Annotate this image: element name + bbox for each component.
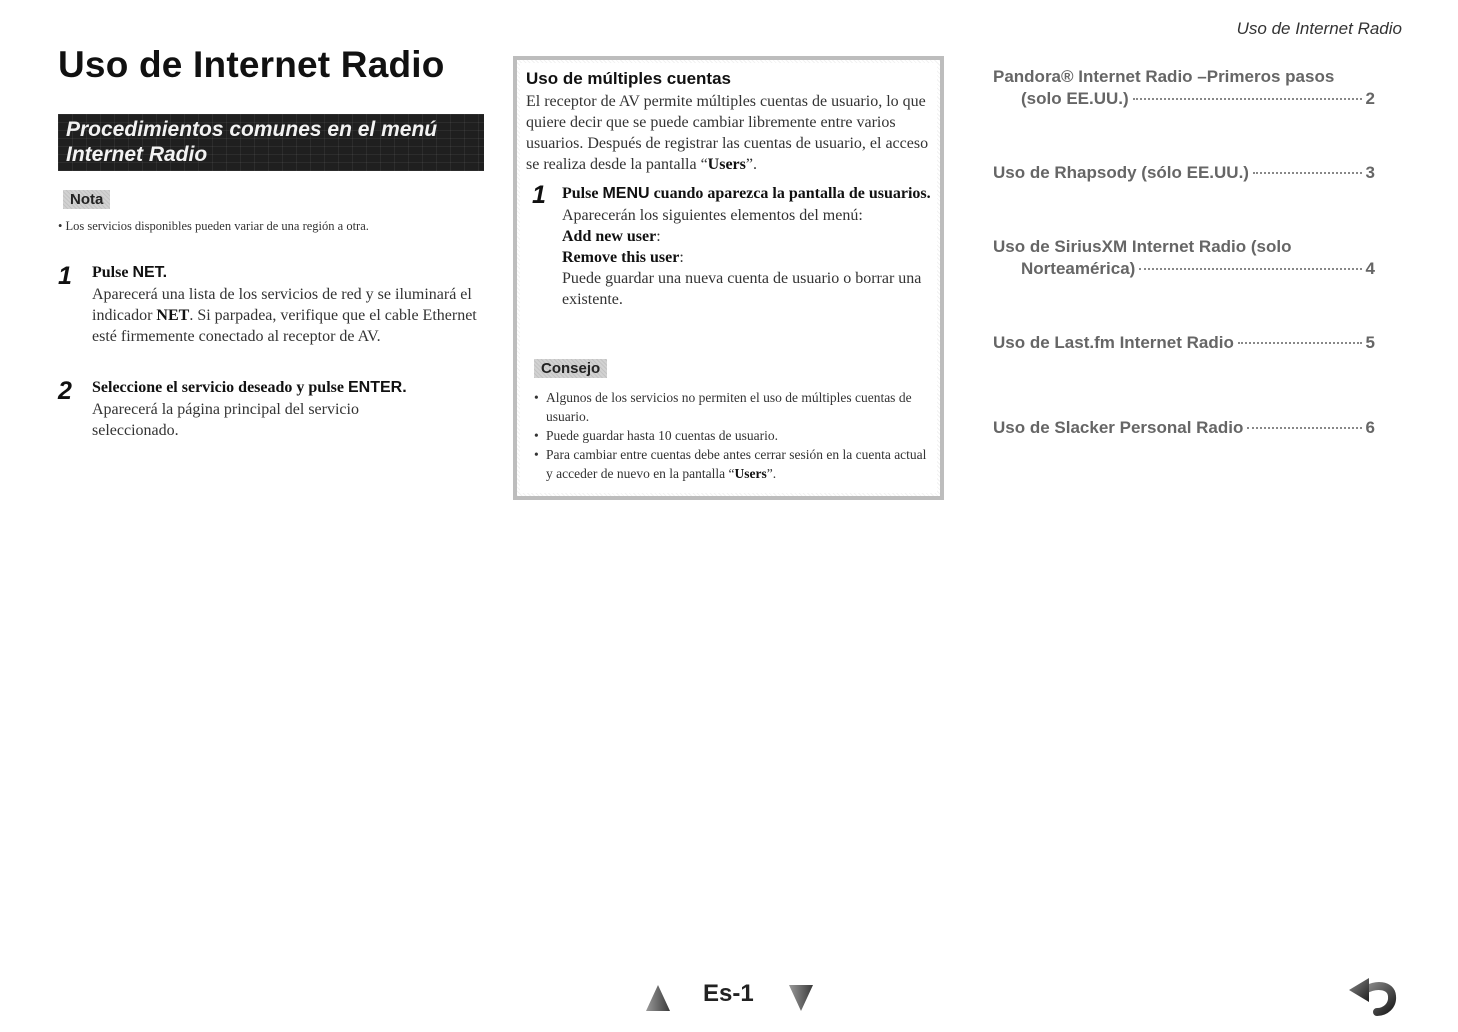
running-header: Uso de Internet Radio: [1236, 19, 1402, 38]
toc-entry-title: Uso de Slacker Personal Radio: [993, 418, 1244, 437]
toc-link-slacker[interactable]: [993, 417, 1375, 439]
box-intro: [526, 91, 931, 175]
step-number: 2: [58, 377, 72, 405]
multiple-accounts-box: [513, 56, 944, 500]
toc-line: [993, 258, 1375, 280]
toc-leader: [1253, 172, 1362, 174]
toc-link-rhapsody[interactable]: [993, 162, 1375, 184]
step-key-inline: NET: [156, 307, 190, 324]
menu-item-name: Remove this user: [562, 249, 680, 266]
box-step-1: [526, 183, 931, 343]
tip-list: [534, 388, 931, 483]
step-text: Aparecerá la página principal del servicio seleccionado.: [92, 401, 359, 439]
toc-link-lastfm[interactable]: [993, 332, 1375, 354]
page-navigation: [640, 978, 820, 1018]
toc-line: [993, 417, 1375, 439]
step-text: [92, 284, 480, 347]
note-label: Nota: [63, 190, 110, 209]
toc-entry-title: Uso de Rhapsody (sólo EE.UU.): [993, 163, 1249, 182]
step-title-text: Pulse: [92, 264, 133, 281]
section-banner-line: Internet Radio: [66, 143, 208, 166]
toc-entry-title: (solo EE.UU.): [1021, 89, 1129, 108]
menu-item-name: Add new user: [562, 228, 657, 245]
triangle-up-icon[interactable]: [645, 984, 671, 1017]
toc-page-number: 6: [1365, 418, 1375, 437]
tip-key: Users: [734, 466, 767, 481]
step-text-part: Aparecerá una lista de los servicios de red y se iluminará el indicador: [92, 286, 472, 324]
toc-page-number: 3: [1365, 163, 1375, 182]
note-text: • Los servicios disponibles pueden variar de una región a otra.: [58, 219, 369, 233]
step-title: [92, 262, 480, 284]
step-title: [562, 183, 932, 205]
step-key: NET.: [132, 264, 168, 281]
step-key: ENTER.: [347, 379, 407, 396]
step-body: [92, 262, 480, 347]
box-intro-text: El receptor de AV permite múltiples cuentas de usuario, lo que quiere decir que se puede cambiar libremente entre varios usuarios. Después de registrar las cuentas de usuario, el acceso se realiza desde la pantalla “: [526, 93, 929, 173]
section-banner-line: Procedimientos comunes en el menú: [66, 118, 438, 141]
step-title-text: Pulse: [562, 185, 603, 202]
step-text: Puede guardar una nueva cuenta de usuario o borrar una existente.: [562, 270, 922, 308]
menu-item: [562, 247, 932, 268]
page-title: Uso de Internet Radio: [58, 44, 445, 85]
toc-line: [993, 162, 1375, 184]
step-text-part: . Si parpadea, verifique que el cable Ethernet esté firmemente conectado al receptor de AV.: [92, 307, 477, 345]
step-title: [92, 377, 480, 399]
tip-text: Para cambiar entre cuentas debe antes cerrar sesión en la cuenta actual y acceder de nuevo en la pantalla “: [546, 447, 927, 481]
toc-line: [993, 236, 1375, 258]
toc-leader: [1247, 427, 1361, 429]
step-body: [562, 183, 932, 310]
step-number: 1: [532, 181, 546, 209]
toc-page-number: 2: [1365, 89, 1375, 108]
return-arrow-icon[interactable]: [1347, 972, 1399, 1021]
tip-item: • Algunos de los servicios no permiten el uso de múltiples cuentas de usuario.: [534, 388, 931, 426]
menu-item-colon: :: [656, 228, 661, 245]
toc-link-pandora[interactable]: [993, 66, 1375, 110]
toc-leader: [1238, 342, 1362, 344]
multiple-accounts-box-inner: [520, 63, 937, 493]
step-body: [92, 377, 480, 441]
tip-label: Consejo: [534, 359, 607, 378]
toc-leader: [1133, 98, 1362, 100]
section-banner: [58, 114, 484, 171]
tip-item: • Puede guardar hasta 10 cuentas de usuario.: [534, 426, 931, 445]
toc-leader: [1139, 268, 1361, 270]
toc-entry-title: Uso de SiriusXM Internet Radio (solo: [993, 237, 1292, 256]
toc-page-number: 4: [1365, 259, 1375, 278]
box-intro-text: ”.: [745, 156, 757, 173]
toc-line: [993, 88, 1375, 110]
menu-item: [562, 226, 932, 247]
step-number: 1: [58, 262, 72, 290]
tip-item: [534, 445, 931, 483]
step-title-text: cuando aparezca la pantalla de usuarios.: [649, 185, 931, 202]
menu-item-colon: :: [679, 249, 684, 266]
toc-page-number: 5: [1365, 333, 1375, 352]
step-title-text: Seleccione el servicio deseado y pulse: [92, 379, 348, 396]
toc-link-siriusxm[interactable]: [993, 236, 1375, 280]
triangle-down-icon[interactable]: [788, 984, 814, 1017]
toc-line: [993, 332, 1375, 354]
toc-entry-title: Norteamérica): [1021, 259, 1136, 278]
box-title: Uso de múltiples cuentas: [526, 69, 731, 88]
toc-entry-title: Uso de Last.fm Internet Radio: [993, 333, 1234, 352]
box-intro-key: Users: [707, 156, 746, 173]
step-key: MENU: [602, 185, 650, 202]
toc-entry-title: Pandora® Internet Radio –Primeros pasos: [993, 67, 1335, 86]
toc-line: [993, 66, 1375, 88]
page-number: Es-1: [703, 980, 754, 1007]
tip-text: ”.: [766, 466, 777, 481]
step-text: Aparecerán los siguientes elementos del menú:: [562, 207, 863, 224]
